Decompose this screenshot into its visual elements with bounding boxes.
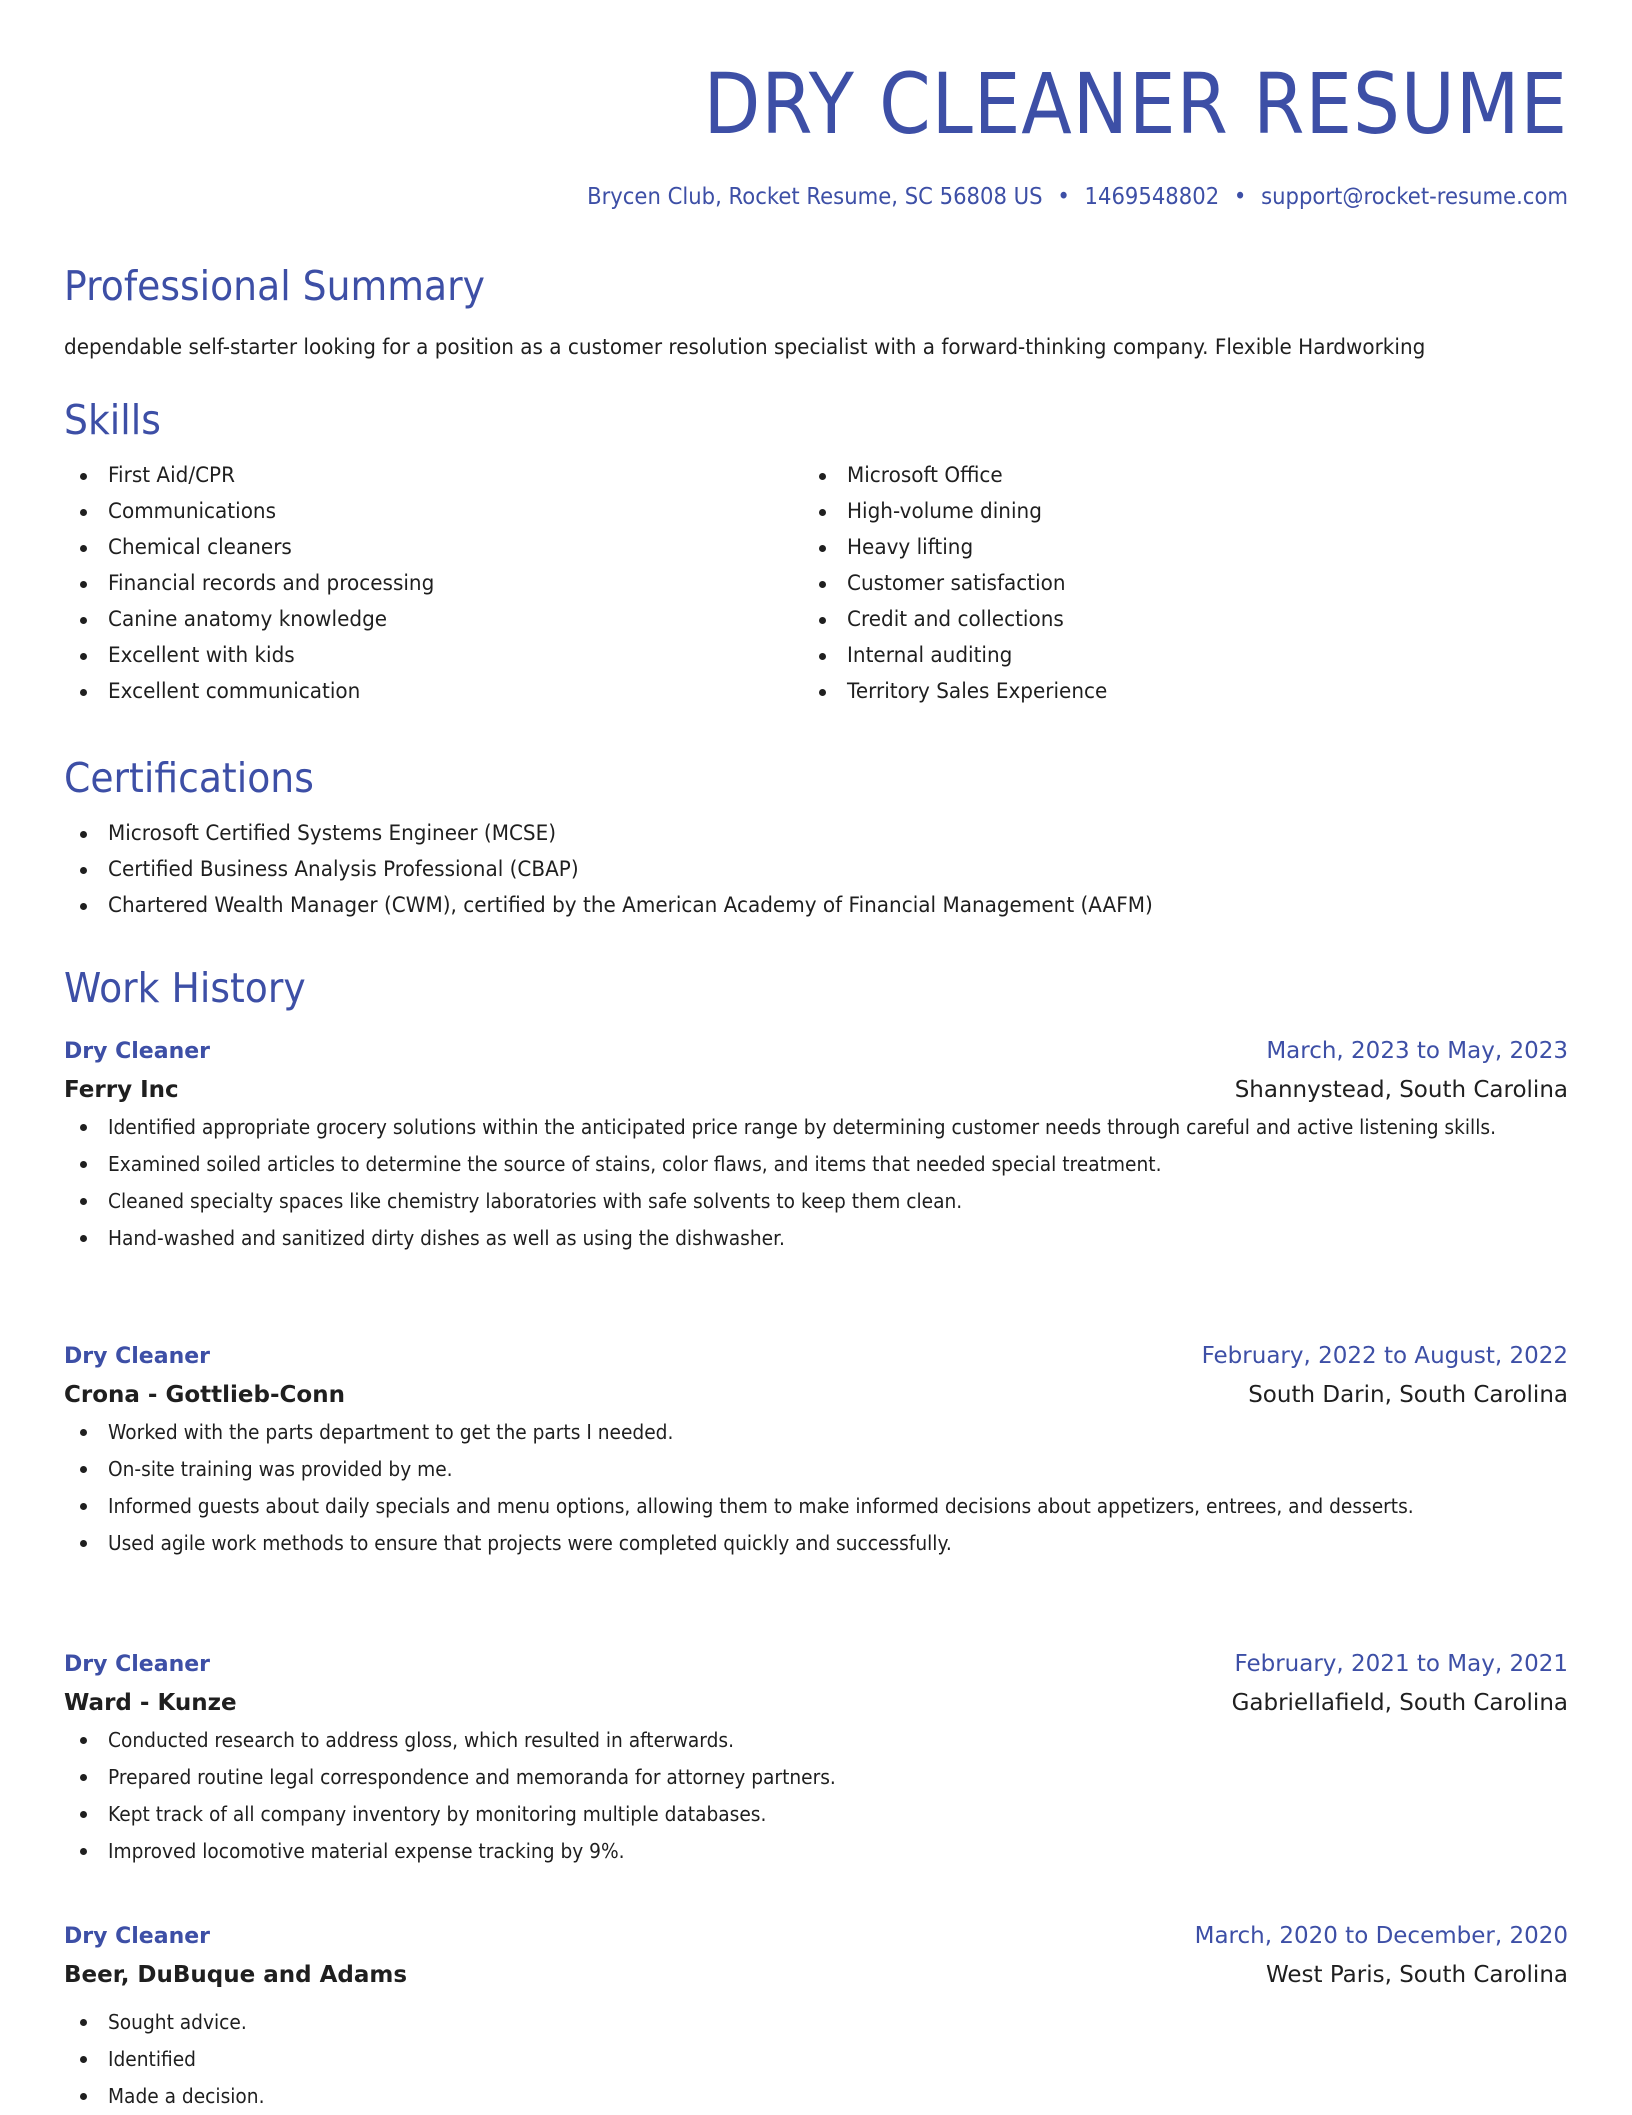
skills-column-right <box>803 458 1542 710</box>
job-bullets <box>64 1722 1568 1870</box>
list-item: Prepared routine legal correspondence and memoranda for attorney partners. <box>64 1759 1568 1796</box>
skills-section <box>64 392 1568 710</box>
skills-column-left <box>64 458 803 710</box>
job-company: Beer, DuBuque and Adams <box>64 1962 408 1988</box>
summary-section <box>64 258 1568 366</box>
list-item: Conducted research to address gloss, which resulted in afterwards. <box>64 1722 1568 1759</box>
list-item: Identified <box>64 2041 1568 2078</box>
list-item: First Aid/CPR <box>64 458 803 494</box>
job-company-row <box>64 1684 1568 1722</box>
list-item: Hand-washed and sanitized dirty dishes as well as using the dishwasher. <box>64 1220 1568 1257</box>
list-item: Internal auditing <box>803 638 1542 674</box>
list-item: Financial records and processing <box>64 566 803 602</box>
job-dates: February, 2021 to May, 2021 <box>1234 1651 1568 1677</box>
certifications-list <box>64 816 1568 924</box>
job-title: Dry Cleaner <box>64 1039 210 1064</box>
list-item: Chemical cleaners <box>64 530 803 566</box>
list-item: Examined soiled articles to determine the source of stains, color flaws, and items that needed special treatment. <box>64 1146 1568 1183</box>
list-item: Informed guests about daily specials and menu options, allowing them to make informed decisions about appetizers, entrees, and desserts. <box>64 1488 1568 1525</box>
list-item: Worked with the parts department to get the parts I needed. <box>64 1414 1568 1451</box>
job-dates: March, 2020 to December, 2020 <box>1194 1923 1568 1949</box>
certifications-section <box>64 750 1568 924</box>
section-title-work-history: Work History <box>64 964 306 1012</box>
job-title: Dry Cleaner <box>64 1924 210 1949</box>
job-location: Shannystead, South Carolina <box>1234 1077 1568 1103</box>
job-company: Ward - Kunze <box>64 1690 237 1716</box>
list-item: Sought advice. <box>64 2004 1568 2041</box>
skills-grid <box>64 458 1568 710</box>
job-entry <box>64 1337 1568 1562</box>
job-bullets <box>64 1109 1568 1257</box>
summary-text: dependable self-starter looking for a position as a customer resolution specialist with a forward-thinking company. Flexible Hardworking <box>64 335 1426 360</box>
job-company-row <box>64 1956 1568 1994</box>
job-title: Dry Cleaner <box>64 1652 210 1677</box>
contact-address: Brycen Club, Rocket Resume, SC 56808 US <box>587 184 1043 210</box>
list-item: Made a decision. <box>64 2078 1568 2115</box>
job-company: Ferry Inc <box>64 1077 179 1103</box>
job-bullets <box>64 1414 1568 1562</box>
contact-email: support@rocket-resume.com <box>1261 184 1568 210</box>
job-location: South Darin, South Carolina <box>1248 1382 1568 1408</box>
list-item: High-volume dining <box>803 494 1542 530</box>
job-header-row <box>64 1645 1568 1684</box>
resume-header <box>64 0 1568 214</box>
job-company-row <box>64 1071 1568 1109</box>
job-header-row <box>64 1032 1568 1071</box>
list-item: Canine anatomy knowledge <box>64 602 803 638</box>
job-title: Dry Cleaner <box>64 1344 210 1369</box>
job-entry <box>64 1645 1568 1870</box>
list-item: Identified appropriate grocery solutions within the anticipated price range by determining customer needs through careful and active listening skills. <box>64 1109 1568 1146</box>
list-item: On-site training was provided by me. <box>64 1451 1568 1488</box>
job-entry <box>64 1917 1568 2115</box>
job-header-row <box>64 1337 1568 1376</box>
job-location: Gabriellafield, South Carolina <box>1231 1690 1568 1716</box>
job-company: Crona - Gottlieb-Conn <box>64 1382 345 1408</box>
work-history-section <box>64 960 1568 1016</box>
section-title-summary: Professional Summary <box>64 262 485 310</box>
job-bullets <box>64 2004 1568 2115</box>
list-item: Cleaned specialty spaces like chemistry laboratories with safe solvents to keep them clean. <box>64 1183 1568 1220</box>
section-title-skills: Skills <box>64 396 161 444</box>
list-item: Certified Business Analysis Professional (CBAP) <box>64 852 1568 888</box>
list-item: Chartered Wealth Manager (CWM), certified by the American Academy of Financial Management (AAFM) <box>64 888 1568 924</box>
job-dates: February, 2022 to August, 2022 <box>1201 1343 1568 1369</box>
list-item: Excellent communication <box>64 674 803 710</box>
contact-phone: 1469548802 <box>1084 184 1220 210</box>
job-header-row <box>64 1917 1568 1956</box>
list-item: Heavy lifting <box>803 530 1542 566</box>
list-item: Customer satisfaction <box>803 566 1542 602</box>
list-item: Used agile work methods to ensure that projects were completed quickly and successfully. <box>64 1525 1568 1562</box>
list-item: Kept track of all company inventory by monitoring multiple databases. <box>64 1796 1568 1833</box>
separator-dot: • <box>1057 184 1070 210</box>
list-item: Territory Sales Experience <box>803 674 1542 710</box>
list-item: Communications <box>64 494 803 530</box>
job-entry <box>64 1032 1568 1257</box>
job-location: West Paris, South Carolina <box>1265 1962 1568 1988</box>
list-item: Credit and collections <box>803 602 1542 638</box>
list-item: Excellent with kids <box>64 638 803 674</box>
job-company-row <box>64 1376 1568 1414</box>
skills-list-right <box>803 458 1542 710</box>
separator-dot: • <box>1233 184 1247 210</box>
list-item: Improved locomotive material expense tracking by 9%. <box>64 1833 1568 1870</box>
contact-line <box>184 180 1568 214</box>
section-title-certifications: Certifications <box>64 754 314 802</box>
skills-list-left <box>64 458 803 710</box>
job-dates: March, 2023 to May, 2023 <box>1266 1038 1568 1064</box>
list-item: Microsoft Certified Systems Engineer (MCSE) <box>64 816 1568 852</box>
list-item: Microsoft Office <box>803 458 1542 494</box>
resume-title: DRY CLEANER RESUME <box>703 55 1568 153</box>
